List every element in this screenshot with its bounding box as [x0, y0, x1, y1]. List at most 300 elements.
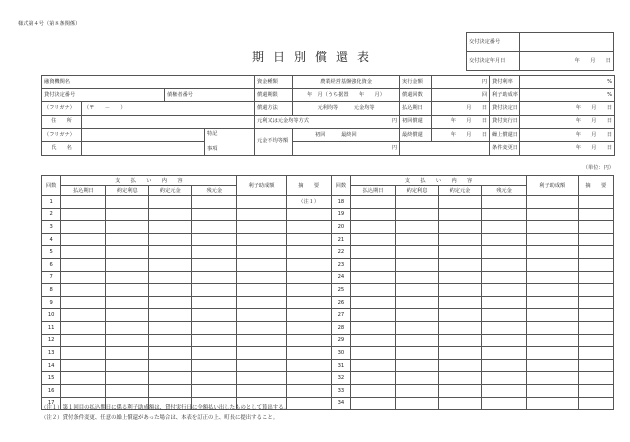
- balance-cell[interactable]: [192, 372, 237, 385]
- interest-cell[interactable]: [396, 233, 439, 246]
- subsidy-cell[interactable]: [237, 196, 286, 209]
- remarks-cell[interactable]: [286, 397, 331, 410]
- row-number: 5: [42, 246, 61, 259]
- pay-date-cell[interactable]: [351, 271, 396, 284]
- address-label: 住 所: [42, 115, 82, 128]
- first-pay-label: 払込期日: [400, 102, 432, 115]
- table-row: [42, 208, 614, 221]
- subsidy-cell[interactable]: [527, 233, 579, 246]
- interest-cell[interactable]: [396, 321, 439, 334]
- row-number: 14: [42, 359, 61, 372]
- postal-code-field[interactable]: （〒 － ）: [82, 102, 255, 115]
- principal-cell[interactable]: [439, 372, 482, 385]
- row-number: 31: [331, 359, 350, 372]
- pay-date-cell[interactable]: [351, 258, 396, 271]
- subsidy-cell[interactable]: [237, 347, 286, 360]
- issue-date-label: 交付決定年月日: [467, 52, 520, 71]
- furigana-address-label: （フリガナ）: [42, 102, 82, 115]
- subsidy-cell[interactable]: [237, 258, 286, 271]
- balance-cell[interactable]: [481, 321, 526, 334]
- table-row: [42, 372, 614, 385]
- balance-cell[interactable]: [192, 196, 237, 209]
- table-row: [42, 271, 614, 284]
- balance-cell[interactable]: [192, 271, 237, 284]
- subsidy-cell[interactable]: [527, 246, 579, 259]
- final-repay-label: 最終償還: [400, 128, 432, 142]
- special-notes-label: 特記 事項: [205, 128, 255, 155]
- subsidy-cell[interactable]: [527, 196, 579, 209]
- balance-cell[interactable]: [481, 296, 526, 309]
- interest-cell[interactable]: [106, 334, 149, 347]
- pay-date-cell[interactable]: [351, 397, 396, 410]
- remarks-cell[interactable]: [286, 258, 331, 271]
- issue-number-label: 交付決定番号: [467, 33, 520, 52]
- balance-cell[interactable]: [481, 359, 526, 372]
- subsidy-cell[interactable]: [237, 372, 286, 385]
- pay-date-cell[interactable]: [351, 208, 396, 221]
- balance-cell[interactable]: [192, 347, 237, 360]
- interest-cell[interactable]: [106, 372, 149, 385]
- table-row: [42, 284, 614, 297]
- pay-date-cell[interactable]: [61, 284, 106, 297]
- pay-date-cell[interactable]: [351, 221, 396, 234]
- interest-cell[interactable]: [106, 246, 149, 259]
- row-number: 29: [331, 334, 350, 347]
- pay-date-cell[interactable]: [351, 384, 396, 397]
- balance-cell[interactable]: [481, 208, 526, 221]
- remarks-cell[interactable]: [286, 359, 331, 372]
- interest-cell[interactable]: [396, 271, 439, 284]
- subsidy-cell[interactable]: [527, 384, 579, 397]
- balance-cell[interactable]: [192, 284, 237, 297]
- interest-cell[interactable]: [396, 208, 439, 221]
- table-row: [42, 296, 614, 309]
- subsidy-cell[interactable]: [237, 221, 286, 234]
- subsidy-cell[interactable]: [237, 208, 286, 221]
- payment-header-left: 支 払 い 内 容: [61, 176, 237, 186]
- table-row: [42, 334, 614, 347]
- remarks-cell[interactable]: [578, 296, 613, 309]
- interest-cell[interactable]: [396, 397, 439, 410]
- loan-info-table: [41, 75, 615, 156]
- condition-change-label: 条件変更日: [490, 142, 520, 156]
- interest-cell[interactable]: [106, 284, 149, 297]
- loan-rate-label: 貸付利率: [490, 76, 520, 89]
- balance-cell[interactable]: [481, 372, 526, 385]
- pay-date-cell[interactable]: [61, 233, 106, 246]
- balance-cell[interactable]: [481, 334, 526, 347]
- principal-cell[interactable]: [149, 271, 192, 284]
- pay-date-cell[interactable]: [61, 208, 106, 221]
- balance-cell[interactable]: [192, 208, 237, 221]
- principal-cell[interactable]: [439, 271, 482, 284]
- interest-cell[interactable]: [396, 221, 439, 234]
- principal-cell[interactable]: [439, 208, 482, 221]
- principal-cell[interactable]: [149, 309, 192, 322]
- principal-cell[interactable]: [149, 347, 192, 360]
- pay-date-cell[interactable]: [61, 359, 106, 372]
- row-number: 10: [42, 309, 61, 322]
- principal-cell[interactable]: [439, 221, 482, 234]
- pay-date-cell[interactable]: [351, 233, 396, 246]
- pay-date-header-left: 払込期日: [61, 186, 106, 196]
- principal-header-right: 約定元金: [439, 186, 482, 196]
- principal-cell[interactable]: [439, 334, 482, 347]
- subsidy-cell[interactable]: [527, 258, 579, 271]
- principal-cell[interactable]: [439, 196, 482, 209]
- pay-date-cell[interactable]: [61, 384, 106, 397]
- remarks-cell[interactable]: [578, 347, 613, 360]
- remarks-cell[interactable]: [286, 347, 331, 360]
- interest-cell[interactable]: [106, 321, 149, 334]
- pay-date-cell[interactable]: [61, 196, 106, 209]
- table-row: [42, 321, 614, 334]
- balance-cell[interactable]: [481, 258, 526, 271]
- first-repay-label: 初回償還: [400, 115, 432, 128]
- row-number: 27: [331, 309, 350, 322]
- blank-cell: [400, 142, 490, 156]
- row-number: 20: [331, 221, 350, 234]
- remarks-cell[interactable]: [286, 208, 331, 221]
- furigana-name-label: （フリガナ）: [42, 128, 82, 142]
- remarks-cell[interactable]: （注１）: [286, 196, 331, 209]
- subsidy-cell[interactable]: [527, 359, 579, 372]
- row-number: 8: [42, 284, 61, 297]
- subsidy-cell[interactable]: [527, 271, 579, 284]
- table-row: [42, 258, 614, 271]
- row-number: 26: [331, 296, 350, 309]
- balance-cell[interactable]: [481, 196, 526, 209]
- interest-cell[interactable]: [106, 233, 149, 246]
- subsidy-cell[interactable]: [527, 284, 579, 297]
- principal-cell[interactable]: [439, 384, 482, 397]
- principal-cell[interactable]: [439, 296, 482, 309]
- principal-cell[interactable]: [149, 221, 192, 234]
- remarks-header-left: 摘 要: [286, 176, 331, 196]
- balance-cell[interactable]: [192, 309, 237, 322]
- interest-cell[interactable]: [106, 271, 149, 284]
- subsidy-cell[interactable]: [237, 321, 286, 334]
- exec-amount-label: 実行金額: [400, 76, 432, 89]
- interest-header-left: 約定利息: [106, 186, 149, 196]
- fund-type-value: 農業経営基盤強化資金: [293, 76, 400, 89]
- principal-cell[interactable]: [439, 321, 482, 334]
- interest-cell[interactable]: [106, 258, 149, 271]
- lending-institution-label: 融資機関名: [42, 76, 255, 89]
- times-header-right: 回数: [331, 176, 350, 196]
- repay-method-label: 償還方法: [255, 102, 293, 115]
- row-number: 18: [331, 196, 350, 209]
- pay-date-cell[interactable]: [351, 359, 396, 372]
- footnotes: [41, 403, 289, 423]
- remarks-cell[interactable]: [578, 359, 613, 372]
- remarks-cell[interactable]: [578, 233, 613, 246]
- interest-cell[interactable]: [106, 384, 149, 397]
- pay-date-cell[interactable]: [351, 372, 396, 385]
- balance-cell[interactable]: [481, 397, 526, 410]
- loan-decision-date-value: 年 月 日: [520, 102, 615, 115]
- subsidy-cell[interactable]: [237, 359, 286, 372]
- pay-date-cell[interactable]: [61, 321, 106, 334]
- subsidy-cell[interactable]: [237, 284, 286, 297]
- subsidy-cell[interactable]: [527, 309, 579, 322]
- pay-date-cell[interactable]: [351, 309, 396, 322]
- repay-period-label: 償還期限: [255, 89, 293, 102]
- uneven-amount-unit: 円: [293, 142, 400, 156]
- balance-cell[interactable]: [481, 221, 526, 234]
- loan-exec-date-label: 貸付実行日: [490, 115, 520, 128]
- row-number: 19: [331, 208, 350, 221]
- subsidy-cell[interactable]: [527, 397, 579, 410]
- remarks-cell[interactable]: [578, 221, 613, 234]
- pay-date-cell[interactable]: [61, 372, 106, 385]
- subsidy-cell[interactable]: [527, 334, 579, 347]
- balance-cell[interactable]: [192, 221, 237, 234]
- loan-decision-no-label: 貸付決定番号: [42, 89, 165, 102]
- remarks-cell[interactable]: [286, 321, 331, 334]
- subsidy-cell[interactable]: [237, 296, 286, 309]
- table-row: [42, 246, 614, 259]
- pay-date-cell[interactable]: [351, 334, 396, 347]
- interest-cell[interactable]: [106, 196, 149, 209]
- principal-cell[interactable]: [149, 296, 192, 309]
- interest-cell[interactable]: [396, 284, 439, 297]
- loan-exec-date-value: 年 月 日: [520, 115, 615, 128]
- pay-date-cell[interactable]: [61, 246, 106, 259]
- interest-cell[interactable]: [106, 347, 149, 360]
- principal-cell[interactable]: [439, 284, 482, 297]
- interest-cell[interactable]: [396, 372, 439, 385]
- row-number: 23: [331, 258, 350, 271]
- principal-cell[interactable]: [439, 397, 482, 410]
- row-number: 25: [331, 284, 350, 297]
- principal-cell[interactable]: [439, 233, 482, 246]
- principal-cell[interactable]: [149, 258, 192, 271]
- uneven-amount-label: 元金不均等額: [255, 128, 293, 155]
- table-row: [42, 309, 614, 322]
- pay-date-cell[interactable]: [351, 246, 396, 259]
- name-field[interactable]: [82, 142, 205, 156]
- subsidy-cell[interactable]: [527, 372, 579, 385]
- pay-date-header-right: 払込期日: [351, 186, 396, 196]
- exec-amount-unit: 円: [432, 76, 490, 89]
- interest-cell[interactable]: [106, 296, 149, 309]
- balance-cell[interactable]: [192, 258, 237, 271]
- fund-type-label: 資金種類: [255, 76, 293, 89]
- subsidy-cell[interactable]: [237, 334, 286, 347]
- row-number: 21: [331, 233, 350, 246]
- interest-cell[interactable]: [396, 359, 439, 372]
- pay-date-cell[interactable]: [61, 221, 106, 234]
- balance-cell[interactable]: [192, 233, 237, 246]
- remarks-cell[interactable]: [578, 246, 613, 259]
- pay-date-cell[interactable]: [61, 258, 106, 271]
- principal-cell[interactable]: [149, 246, 192, 259]
- pay-date-cell[interactable]: [61, 334, 106, 347]
- principal-cell[interactable]: [149, 359, 192, 372]
- subsidy-cell[interactable]: [237, 271, 286, 284]
- subsidy-cell[interactable]: [527, 221, 579, 234]
- balance-cell[interactable]: [192, 296, 237, 309]
- principal-cell[interactable]: [149, 208, 192, 221]
- subsidy-cell[interactable]: [237, 309, 286, 322]
- remarks-cell[interactable]: [578, 309, 613, 322]
- row-number: 30: [331, 347, 350, 360]
- pay-date-cell[interactable]: [61, 296, 106, 309]
- pay-date-cell[interactable]: [351, 196, 396, 209]
- principal-cell[interactable]: [149, 196, 192, 209]
- subsidy-cell[interactable]: [527, 296, 579, 309]
- final-repay-value: 年 月 日: [432, 128, 490, 142]
- balance-cell[interactable]: [481, 284, 526, 297]
- repay-period-value: 年 月（うち据置 年 月）: [293, 89, 400, 102]
- row-number: 12: [42, 334, 61, 347]
- balance-cell[interactable]: [192, 359, 237, 372]
- row-number: 33: [331, 384, 350, 397]
- remarks-cell[interactable]: [286, 384, 331, 397]
- times-header-left: 回数: [42, 176, 61, 196]
- repay-method-value: 元利均等 元金均等: [293, 102, 400, 115]
- row-number: 9: [42, 296, 61, 309]
- principal-cell[interactable]: [439, 258, 482, 271]
- pay-date-cell[interactable]: [61, 271, 106, 284]
- pay-date-cell[interactable]: [351, 347, 396, 360]
- remarks-cell[interactable]: [578, 384, 613, 397]
- interest-cell[interactable]: [106, 208, 149, 221]
- row-number: 6: [42, 258, 61, 271]
- pay-date-cell[interactable]: [351, 296, 396, 309]
- issue-number-field[interactable]: [520, 33, 614, 52]
- pay-date-cell[interactable]: [351, 284, 396, 297]
- pay-date-cell[interactable]: [61, 347, 106, 360]
- balance-cell[interactable]: [192, 321, 237, 334]
- remarks-cell[interactable]: [286, 372, 331, 385]
- repay-count-label: 償還回数: [400, 89, 432, 102]
- subsidy-cell[interactable]: [237, 246, 286, 259]
- interest-cell[interactable]: [396, 296, 439, 309]
- subsidy-cell[interactable]: [527, 208, 579, 221]
- interest-header-right: 約定利息: [396, 186, 439, 196]
- remarks-cell[interactable]: [578, 372, 613, 385]
- pay-date-cell[interactable]: [351, 321, 396, 334]
- balance-cell[interactable]: [481, 384, 526, 397]
- principal-cell[interactable]: [149, 384, 192, 397]
- address-field[interactable]: [82, 115, 255, 128]
- remarks-cell[interactable]: [286, 233, 331, 246]
- subsidy-cell[interactable]: [527, 321, 579, 334]
- principal-cell[interactable]: [149, 321, 192, 334]
- page-title: 期日別償還表: [251, 50, 378, 64]
- interest-cell[interactable]: [396, 309, 439, 322]
- issue-date-field[interactable]: 年 月 日: [520, 52, 614, 71]
- balance-cell[interactable]: [481, 347, 526, 360]
- row-number: 22: [331, 246, 350, 259]
- row-number: 7: [42, 271, 61, 284]
- remarks-cell[interactable]: [578, 321, 613, 334]
- first-repay-value: 年 月 日: [432, 115, 490, 128]
- interest-cell[interactable]: [396, 246, 439, 259]
- interest-cell[interactable]: [396, 258, 439, 271]
- interest-cell[interactable]: [396, 196, 439, 209]
- payment-header-right: 支 払 い 内 容: [351, 176, 527, 186]
- row-number: 3: [42, 221, 61, 234]
- balance-cell[interactable]: [481, 309, 526, 322]
- remarks-cell[interactable]: [286, 221, 331, 234]
- balance-cell[interactable]: [481, 233, 526, 246]
- principal-header-left: 約定元金: [149, 186, 192, 196]
- balance-cell[interactable]: [192, 334, 237, 347]
- form-code: 様式第４号（第８条関係）: [18, 21, 81, 27]
- subsidy-rate-label: 利子助成率: [490, 89, 520, 102]
- balance-cell[interactable]: [192, 246, 237, 259]
- row-number: 15: [42, 372, 61, 385]
- subsidy-cell[interactable]: [527, 347, 579, 360]
- principal-cell[interactable]: [149, 334, 192, 347]
- principal-cell[interactable]: [439, 359, 482, 372]
- footnote-2: （注２）貸付条件変更、任意の繰上償還があった場合は、本表を訂正の上、町長に提出すること。: [41, 415, 279, 421]
- row-number: 24: [331, 271, 350, 284]
- repayment-schedule-table: [41, 175, 614, 410]
- row-number: 2: [42, 208, 61, 221]
- interest-cell[interactable]: [396, 384, 439, 397]
- principal-cell[interactable]: [439, 309, 482, 322]
- remarks-cell[interactable]: [286, 271, 331, 284]
- remarks-cell[interactable]: [286, 284, 331, 297]
- name-label: 氏 名: [42, 142, 82, 156]
- table-row: [42, 384, 614, 397]
- principal-cell[interactable]: [439, 347, 482, 360]
- interest-cell[interactable]: [106, 359, 149, 372]
- principal-cell[interactable]: [149, 233, 192, 246]
- remarks-cell[interactable]: [286, 296, 331, 309]
- remarks-cell[interactable]: [578, 284, 613, 297]
- principal-cell[interactable]: [149, 284, 192, 297]
- subsidy-cell[interactable]: [237, 384, 286, 397]
- interest-cell[interactable]: [106, 221, 149, 234]
- condition-change-value: 年 月 日: [520, 142, 615, 156]
- balance-cell[interactable]: [481, 271, 526, 284]
- remarks-cell[interactable]: [578, 208, 613, 221]
- row-number: 4: [42, 233, 61, 246]
- furigana-name-field[interactable]: [82, 128, 205, 142]
- remarks-cell[interactable]: [286, 246, 331, 259]
- principal-cell[interactable]: [439, 246, 482, 259]
- remarks-cell[interactable]: [578, 334, 613, 347]
- issue-box: [466, 32, 614, 71]
- interest-cell[interactable]: [106, 309, 149, 322]
- remarks-cell[interactable]: [578, 271, 613, 284]
- interest-cell[interactable]: [396, 347, 439, 360]
- balance-cell[interactable]: [481, 246, 526, 259]
- row-number: 34: [331, 397, 350, 410]
- balance-cell[interactable]: [192, 384, 237, 397]
- remarks-cell[interactable]: [286, 309, 331, 322]
- principal-cell[interactable]: [149, 372, 192, 385]
- balance-header-right: 残元金: [481, 186, 526, 196]
- remarks-cell[interactable]: [578, 397, 613, 410]
- subsidy-cell[interactable]: [237, 233, 286, 246]
- pay-date-cell[interactable]: [61, 309, 106, 322]
- loan-decision-date-label: 貸付決定日: [490, 102, 520, 115]
- table-row: [42, 196, 614, 209]
- remarks-cell[interactable]: [578, 258, 613, 271]
- early-repay-date-value: 年 月 日: [520, 128, 615, 142]
- table-row: [42, 221, 614, 234]
- remarks-cell[interactable]: [286, 334, 331, 347]
- interest-cell[interactable]: [396, 334, 439, 347]
- subsidy-header-left: 利子助成額: [237, 176, 286, 196]
- remarks-cell[interactable]: [578, 196, 613, 209]
